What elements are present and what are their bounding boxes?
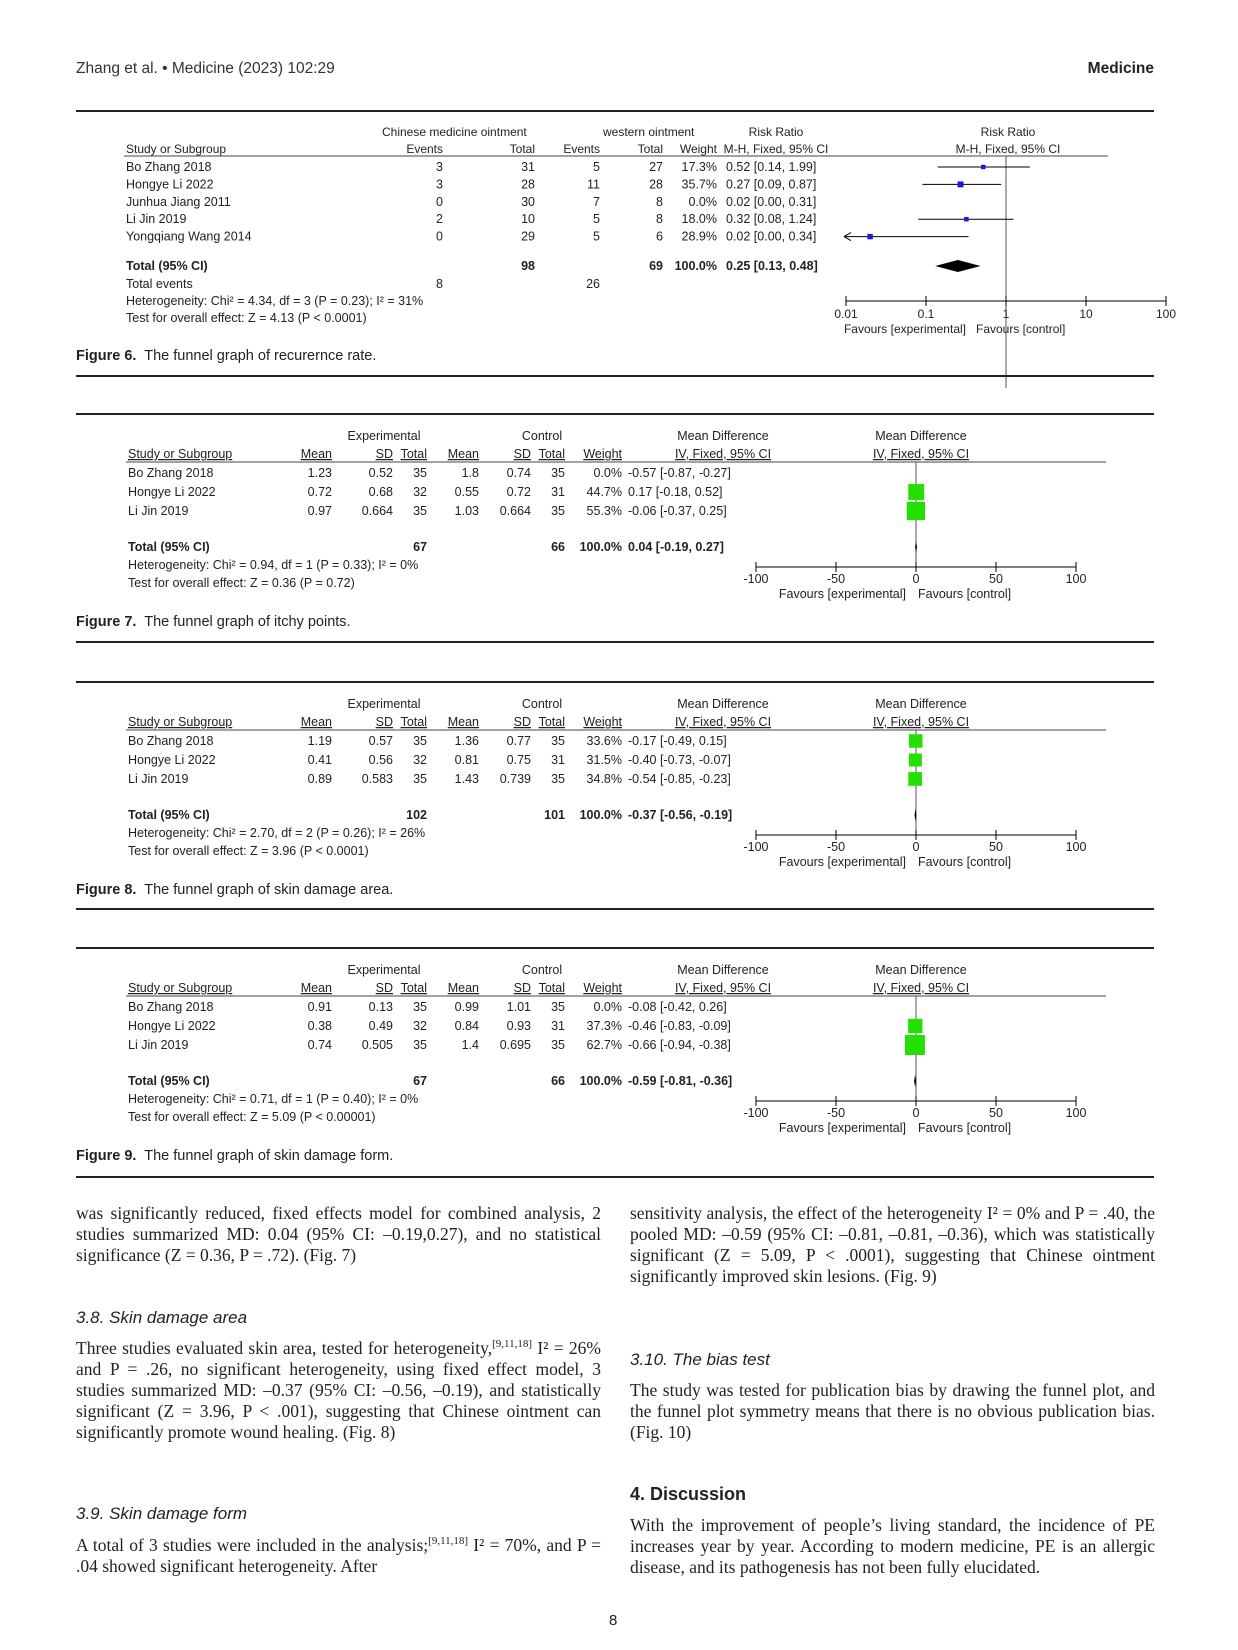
total-value: 30	[521, 194, 535, 209]
study-name: Junhua Jiang 2011	[126, 194, 231, 209]
section-heading-3-9: 3.9. Skin damage form	[76, 1504, 248, 1523]
col-header: Total	[400, 981, 427, 995]
weight-value: 18.0%	[681, 212, 717, 227]
overall-effect-text: Test for overall effect: Z = 5.09 (P < 0.00001)	[128, 1110, 376, 1124]
x-tick-label: -100	[743, 840, 769, 854]
ci-value: -0.46 [-0.83, -0.09]	[628, 1019, 731, 1033]
figure-bottom-rule	[76, 375, 1154, 377]
total-ci: 0.25 [0.13, 0.48]	[726, 259, 818, 273]
cell-value: 0.583	[361, 772, 393, 786]
group2-header: western ointment	[603, 125, 695, 139]
overall-effect-text: Test for overall effect: Z = 0.36 (P = 0.72)	[128, 576, 355, 590]
col-header-study: Study or Subgroup	[126, 142, 227, 156]
total-n: 66	[551, 540, 565, 554]
cell-value: 0.0%	[593, 466, 622, 480]
favours-right-label: Favours [control]	[918, 587, 1012, 601]
col-header: Mean	[300, 447, 332, 461]
total-ci: -0.37 [-0.56, -0.19]	[628, 808, 733, 822]
paragraph: was significantly reduced, fixed effects model for combined analysis, 2 studies summarized MD: 0.04 (95% CI: –0.19,0.27), and no statistical significance (Z = 0.36, P = .72). (Fig. 7)	[76, 1203, 601, 1265]
ci-value: -0.06 [-0.37, 0.25]	[628, 504, 727, 518]
events-value: 3	[436, 160, 443, 174]
study-name: Li Jin 2019	[128, 504, 189, 518]
heterogeneity-text: Heterogeneity: Chi² = 2.70, df = 2 (P = 0.26); I² = 26%	[128, 826, 426, 840]
total-n: 66	[551, 1074, 565, 1088]
paragraph: Three studies evaluated skin area, tested for heterogeneity,[9,11,18] I² = 26% and P = .26, no significant heterogeneity, using fixed effect model, 3 studies summarized MD: –0.37 (95% CI: –0.56, –0.19), and statistically significant (Z = 3.96, P < .001), suggesting that Chinese ointment can significantly promote wound healing. (Fig. 8)	[76, 1338, 601, 1442]
study-estimate-square	[908, 1019, 922, 1033]
total-value: 6	[656, 229, 663, 244]
ci-value: 0.02 [0.00, 0.31]	[726, 194, 817, 209]
x-tick-label: 0.01	[834, 307, 858, 321]
cell-value: 1.43	[454, 772, 479, 786]
section-heading-3-10: 3.10. The bias test	[630, 1350, 770, 1369]
x-tick-label: 100	[1065, 840, 1087, 854]
cell-value: 35	[413, 1000, 427, 1014]
pooled-diamond	[935, 260, 980, 272]
col-header: Total	[538, 715, 565, 729]
study-name: Hongye Li 2022	[128, 485, 216, 499]
study-estimate-square	[964, 217, 969, 222]
study-name: Hongye Li 2022	[128, 1019, 216, 1033]
col-header-ci: IV, Fixed, 95% CI	[674, 981, 772, 995]
cell-value: 44.7%	[586, 485, 622, 499]
section-heading-3-8: 3.8. Skin damage area	[76, 1308, 248, 1327]
favours-left-label: Favours [experimental]	[843, 322, 966, 336]
cell-value: 0.739	[499, 772, 531, 786]
study-name: Hongye Li 2022	[126, 177, 214, 192]
cell-value: 0.13	[368, 1000, 393, 1014]
events-value: 5	[593, 229, 600, 244]
col-header-study: Study or Subgroup	[128, 715, 233, 729]
total-n: 67	[413, 1074, 427, 1088]
total-value: 31	[521, 160, 535, 174]
x-tick-label: 50	[989, 840, 1003, 854]
cell-value: 0.68	[368, 485, 393, 499]
figure-bottom-rule	[76, 908, 1154, 910]
cell-value: 33.6%	[586, 734, 622, 748]
cell-value: 0.77	[506, 734, 531, 748]
group1-header: Chinese medicine ointment	[382, 125, 527, 139]
cell-value: 0.41	[307, 753, 332, 767]
cell-value: 0.74	[506, 466, 531, 480]
cell-value: 1.8	[461, 466, 479, 480]
group1-header: Experimental	[347, 697, 421, 711]
plot-header: Mean Difference	[875, 697, 967, 711]
ci-value: 0.02 [0.00, 0.34]	[726, 229, 817, 244]
ci-value: -0.54 [-0.85, -0.23]	[628, 772, 731, 786]
study-estimate-square	[867, 234, 872, 239]
cell-value: 1.36	[454, 734, 479, 748]
cell-value: 31	[551, 1019, 565, 1033]
effect-header: Mean Difference	[677, 963, 769, 977]
ci-value: 0.17 [-0.18, 0.52]	[628, 485, 723, 499]
cell-value: 0.49	[368, 1019, 393, 1033]
cell-value: 0.695	[499, 1038, 531, 1052]
total-n: 67	[413, 540, 427, 554]
favours-right-label: Favours [control]	[918, 1121, 1012, 1135]
x-tick-label: 10	[1079, 307, 1093, 321]
x-tick-label: 100	[1065, 1106, 1087, 1120]
plot-header: Mean Difference	[875, 963, 967, 977]
events-value: 2	[436, 212, 443, 227]
x-tick-label: -100	[743, 572, 769, 586]
total-value: 28	[649, 177, 663, 192]
weight-value: 17.3%	[681, 160, 717, 174]
paragraph: A total of 3 studies were included in the analysis;[9,11,18] I² = 70%, and P = .04 showed significant heterogeneity. After	[76, 1535, 601, 1576]
x-tick-label: -50	[826, 572, 846, 586]
col-header: Total	[400, 715, 427, 729]
study-name: Hongye Li 2022	[128, 753, 216, 767]
ci-value: -0.08 [-0.42, 0.26]	[628, 1000, 727, 1014]
x-tick-label: 50	[989, 572, 1003, 586]
x-tick-label: 0	[912, 572, 920, 586]
x-tick-label: 50	[989, 1106, 1003, 1120]
col-header: SD	[513, 447, 531, 461]
figure-bottom-rule	[76, 641, 1154, 643]
heterogeneity-text: Heterogeneity: Chi² = 4.34, df = 3 (P = 0.23); I² = 31%	[126, 294, 424, 308]
col-header: Mean	[300, 715, 332, 729]
figure-bottom-rule	[76, 1176, 1154, 1178]
group1-header: Experimental	[347, 429, 421, 443]
study-name: Yongqiang Wang 2014	[126, 229, 252, 244]
col-header: Total	[538, 447, 565, 461]
cell-value: 31.5%	[586, 753, 622, 767]
col-header: SD	[375, 981, 393, 995]
cell-value: 35	[551, 1000, 565, 1014]
col-header: Mean	[447, 981, 479, 995]
cell-value: 35	[413, 466, 427, 480]
x-tick-label: 100	[1155, 307, 1177, 321]
ci-value: -0.40 [-0.73, -0.07]	[628, 753, 731, 767]
effect-header: Mean Difference	[677, 429, 769, 443]
plot-subheader: IV, Fixed, 95% CI	[872, 715, 970, 729]
group2-header: Control	[521, 697, 563, 711]
cell-value: 32	[413, 1019, 427, 1033]
cell-value: 32	[413, 753, 427, 767]
ci-value: -0.57 [-0.87, -0.27]	[628, 466, 731, 480]
study-estimate-square	[908, 772, 922, 786]
col-header-ci: IV, Fixed, 95% CI	[674, 715, 772, 729]
cell-value: 0.72	[307, 485, 332, 499]
cell-value: 35	[551, 772, 565, 786]
col-header-study: Study or Subgroup	[128, 447, 233, 461]
col-header-total: Total	[637, 142, 663, 156]
total-value: 10	[521, 212, 535, 227]
total-value: 27	[649, 160, 663, 174]
study-estimate-square	[908, 484, 924, 500]
study-name: Bo Zhang 2018	[126, 160, 212, 174]
forest-plot-figure-6	[76, 118, 1177, 346]
total-value: 29	[521, 229, 535, 244]
total-n: 98	[521, 259, 535, 273]
col-header-ci: IV, Fixed, 95% CI	[674, 447, 772, 461]
forest-plot-figure-7	[76, 422, 1154, 612]
cell-value: 0.97	[307, 504, 332, 518]
figure-6-caption: Figure 6. The funnel graph of recurernce rate.	[76, 348, 377, 364]
total-label: Total (95% CI)	[126, 259, 208, 273]
cell-value: 1.4	[461, 1038, 479, 1052]
total-value: 8	[656, 212, 663, 227]
total-weight: 100.0%	[579, 1074, 622, 1088]
figure-9-caption: Figure 9. The funnel graph of skin damage form.	[76, 1148, 394, 1164]
figure-8-caption: Figure 8. The funnel graph of skin damage area.	[76, 882, 394, 898]
cell-value: 1.19	[307, 734, 332, 748]
plot-subheader: M-H, Fixed, 95% CI	[955, 142, 1061, 156]
group2-header: Control	[521, 429, 563, 443]
group1-header: Experimental	[347, 963, 421, 977]
total-ci: -0.59 [-0.81, -0.36]	[628, 1074, 733, 1088]
cell-value: 0.57	[368, 734, 393, 748]
study-estimate-square	[958, 181, 964, 187]
cell-value: 0.99	[454, 1000, 479, 1014]
figure-top-rule	[76, 110, 1154, 112]
study-name: Li Jin 2019	[128, 1038, 189, 1052]
col-header: Mean	[300, 981, 332, 995]
plot-subheader: IV, Fixed, 95% CI	[872, 981, 970, 995]
overall-effect-text: Test for overall effect: Z = 3.96 (P < 0.0001)	[128, 844, 369, 858]
study-estimate-square	[981, 165, 985, 169]
total-events-value: 8	[436, 277, 443, 291]
cell-value: 0.89	[307, 772, 332, 786]
events-value: 0	[436, 194, 443, 209]
weight-value: 0.0%	[688, 194, 717, 209]
heterogeneity-text: Heterogeneity: Chi² = 0.94, df = 1 (P = 0.33); I² = 0%	[128, 558, 419, 572]
figure-top-rule	[76, 681, 1154, 683]
running-header: Zhang et al. • Medicine (2023) 102:29	[76, 60, 335, 77]
total-label: Total (95% CI)	[128, 540, 210, 554]
cell-value: 0.93	[506, 1019, 531, 1033]
cell-value: 62.7%	[586, 1038, 622, 1052]
cell-value: 31	[551, 485, 565, 499]
events-value: 3	[436, 177, 443, 192]
favours-right-label: Favours [control]	[976, 322, 1066, 336]
col-header: Weight	[583, 715, 622, 729]
cell-value: 55.3%	[586, 504, 622, 518]
cell-value: 35	[413, 1038, 427, 1052]
weight-value: 35.7%	[681, 177, 717, 192]
cell-value: 1.03	[454, 504, 479, 518]
paragraph: sensitivity analysis, the effect of the heterogeneity I² = 0% and P = .40, the pooled MD: –0.59 (95% CI: –0.81, –0.81, –0.36), which was statistically significant (Z = 5.09, P < .0001), suggesting that Chinese ointment significantly improved skin lesions. (Fig. 9)	[630, 1203, 1155, 1286]
total-n: 69	[649, 259, 663, 273]
study-estimate-square	[909, 734, 922, 747]
forest-plot-figure-9	[76, 956, 1154, 1146]
journal-name: Medicine	[1087, 60, 1154, 77]
paragraph: With the improvement of people’s living standard, the incidence of PE increases year by year. According to modern medicine, PE is an allergic disease, and its pathogenesis has not been fully elucidated.	[630, 1515, 1155, 1577]
ci-value: 0.32 [0.08, 1.24]	[726, 212, 817, 227]
cell-value: 35	[413, 772, 427, 786]
cell-value: 0.91	[307, 1000, 332, 1014]
cell-value: 37.3%	[586, 1019, 622, 1033]
cell-value: 0.75	[506, 753, 531, 767]
cell-value: 0.505	[361, 1038, 393, 1052]
total-weight: 100.0%	[579, 808, 622, 822]
x-tick-label: 100	[1065, 572, 1087, 586]
ci-value: -0.17 [-0.49, 0.15]	[628, 734, 727, 748]
x-tick-label: 0	[912, 1106, 920, 1120]
col-header-events: Events	[406, 142, 443, 156]
plot-header: Mean Difference	[875, 429, 967, 443]
events-value: 5	[593, 160, 600, 174]
ci-value: 0.52 [0.14, 1.99]	[726, 160, 817, 174]
study-name: Li Jin 2019	[126, 212, 187, 227]
cell-value: 0.84	[454, 1019, 479, 1033]
figure-7-caption: Figure 7. The funnel graph of itchy points.	[76, 614, 351, 630]
overall-effect-text: Test for overall effect: Z = 4.13 (P < 0.0001)	[126, 311, 367, 325]
total-label: Total (95% CI)	[128, 1074, 210, 1088]
col-header-study: Study or Subgroup	[128, 981, 233, 995]
weight-value: 28.9%	[681, 229, 717, 244]
plot-subheader: IV, Fixed, 95% CI	[872, 447, 970, 461]
study-estimate-square	[909, 754, 922, 767]
favours-left-label: Favours [experimental]	[778, 855, 906, 869]
col-header-ci: M-H, Fixed, 95% CI	[723, 142, 829, 156]
cell-value: 35	[413, 734, 427, 748]
cell-value: 0.52	[368, 466, 393, 480]
events-value: 5	[593, 212, 600, 227]
effect-header: Risk Ratio	[748, 125, 804, 139]
paragraph: The study was tested for publication bias by drawing the funnel plot, and the funnel plot symmetry means that there is no obvious publication bias. (Fig. 10)	[630, 1380, 1155, 1442]
pooled-diamond	[915, 541, 917, 553]
col-header: Mean	[447, 447, 479, 461]
cell-value: 35	[551, 504, 565, 518]
cell-value: 0.74	[307, 1038, 332, 1052]
x-tick-label: -50	[826, 1106, 846, 1120]
total-weight: 100.0%	[579, 540, 622, 554]
ci-value: -0.66 [-0.94, -0.38]	[628, 1038, 731, 1052]
cell-value: 35	[551, 466, 565, 480]
col-header-events: Events	[563, 142, 600, 156]
section-heading-4: 4. Discussion	[630, 1484, 747, 1504]
heterogeneity-text: Heterogeneity: Chi² = 0.71, df = 1 (P = 0.40); I² = 0%	[128, 1092, 419, 1106]
total-value: 28	[521, 177, 535, 192]
col-header: SD	[513, 715, 531, 729]
cell-value: 0.38	[307, 1019, 332, 1033]
col-header: Mean	[447, 715, 479, 729]
col-header: SD	[513, 981, 531, 995]
total-n: 102	[406, 808, 427, 822]
group2-header: Control	[521, 963, 563, 977]
x-tick-label: 0	[912, 840, 920, 854]
col-header: Weight	[583, 447, 622, 461]
cell-value: 0.0%	[593, 1000, 622, 1014]
x-tick-label: 1	[1002, 307, 1010, 321]
favours-left-label: Favours [experimental]	[778, 1121, 906, 1135]
cell-value: 34.8%	[586, 772, 622, 786]
cell-value: 35	[413, 504, 427, 518]
x-tick-label: -50	[826, 840, 846, 854]
col-header: Weight	[583, 981, 622, 995]
col-header-total: Total	[509, 142, 535, 156]
cell-value: 1.01	[506, 1000, 531, 1014]
x-tick-label: 0.1	[917, 307, 935, 321]
cell-value: 0.81	[454, 753, 479, 767]
cell-value: 35	[551, 734, 565, 748]
study-name: Bo Zhang 2018	[128, 734, 214, 748]
effect-header: Mean Difference	[677, 697, 769, 711]
col-header: SD	[375, 447, 393, 461]
plot-header: Risk Ratio	[980, 125, 1036, 139]
page-number: 8	[609, 1612, 618, 1629]
study-name: Li Jin 2019	[128, 772, 189, 786]
col-header: Total	[538, 981, 565, 995]
cell-value: 0.664	[499, 504, 531, 518]
cell-value: 0.664	[361, 504, 393, 518]
total-n: 101	[544, 808, 565, 822]
total-value: 8	[656, 194, 663, 209]
cell-value: 1.23	[307, 466, 332, 480]
study-name: Bo Zhang 2018	[128, 466, 214, 480]
col-header: Total	[400, 447, 427, 461]
favours-left-label: Favours [experimental]	[778, 587, 906, 601]
events-value: 0	[436, 229, 443, 244]
total-events-label: Total events	[126, 277, 193, 291]
total-weight: 100.0%	[674, 259, 717, 273]
col-header: SD	[375, 715, 393, 729]
figure-top-rule	[76, 413, 1154, 415]
study-name: Bo Zhang 2018	[128, 1000, 214, 1014]
x-tick-label: -100	[743, 1106, 769, 1120]
favours-right-label: Favours [control]	[918, 855, 1012, 869]
cell-value: 0.56	[368, 753, 393, 767]
cell-value: 0.55	[454, 485, 479, 499]
events-value: 11	[587, 177, 600, 192]
forest-plot-figure-8	[76, 690, 1154, 880]
total-ci: 0.04 [-0.19, 0.27]	[628, 540, 724, 554]
col-header-weight: Weight	[679, 142, 717, 156]
cell-value: 31	[551, 753, 565, 767]
cell-value: 0.72	[506, 485, 531, 499]
total-label: Total (95% CI)	[128, 808, 210, 822]
cell-value: 32	[413, 485, 427, 499]
cell-value: 35	[551, 1038, 565, 1052]
figure-top-rule	[76, 947, 1154, 949]
study-estimate-square	[905, 1035, 925, 1055]
events-value: 7	[593, 194, 600, 209]
ci-value: 0.27 [0.09, 0.87]	[726, 177, 817, 192]
total-events-value: 26	[586, 277, 600, 291]
study-estimate-square	[907, 502, 925, 520]
